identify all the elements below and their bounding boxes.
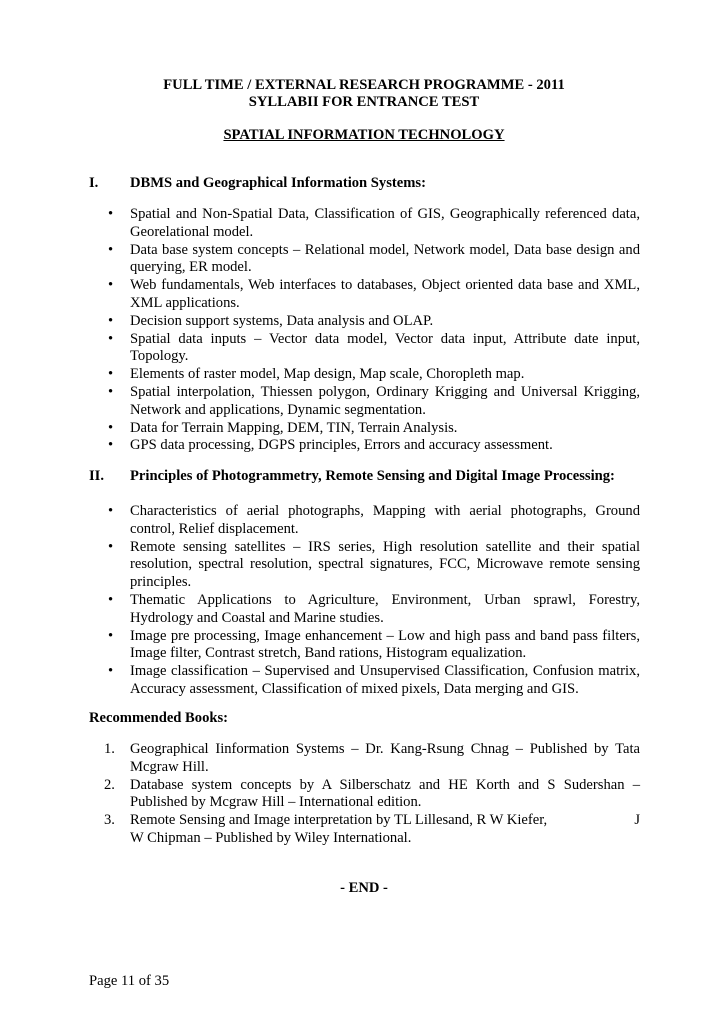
list-item: • Image pre processing, Image enhancement – Low and high pass and band pass filters, Image filter, Contrast stretch, Band rations, Histogram equalization. [108,627,640,662]
list-item: • Spatial and Non-Spatial Data, Classification of GIS, Geographically referenced data, Georelational model. [108,206,640,240]
list-item [0,777,728,813]
book-text: Geographical Iinformation Systems – Dr. Kang-Rsung Chnag – Published by Tata Mcgraw Hill. [130,741,640,775]
book-number: 1. [104,741,115,757]
bullet-icon: • [108,538,114,555]
book-text: Database system concepts by A Silberschatz and HE Korth and S Sudershan – Published by Mcgraw Hill – International edition. [130,776,640,811]
subject-title: SPATIAL INFORMATION TECHNOLOGY [223,127,505,143]
list-item: • Data for Terrain Mapping, DEM, TIN, Terrain Analysis. [108,419,458,436]
section-1-title: DBMS and Geographical Information Systems: [130,175,426,191]
book-number: 2. [104,776,115,793]
list-item: • Elements of raster model, Map design, Map scale, Choropleth map. [108,366,525,383]
list-item: • Image classification – Supervised and Unsupervised Classification, Confusion matrix, Accuracy assessment, Classification of mixed pixels, Data merging and GIS. [108,663,640,697]
book-text-line-2: W Chipman – Published by Wiley International. [130,829,412,846]
bullet-icon: • [108,206,114,222]
book-text-line-1-end: J [634,812,640,829]
list-item [0,741,728,777]
header-line-1: FULL TIME / EXTERNAL RESEARCH PROGRAMME - 2011 [163,77,565,93]
end-mark: - END - [340,880,388,896]
bullet-icon: • [108,419,114,436]
book-text-line-1: Remote Sensing and Image interpretation by TL Lillesand, R W Kiefer, [130,812,548,829]
list-item: • Thematic Applications to Agriculture, Environment, Urban sprawl, Forestry, Hydrology and Coastal and Marine studies. [108,591,640,626]
book-number: 3. [104,812,115,829]
list-item: • Data base system concepts – Relational model, Network model, Data base design and querying, ER model. [108,241,640,276]
section-2-title: Principles of Photogrammetry, Remote Sensing and Digital Image Processing: [130,468,615,484]
bullet-icon: • [108,241,114,258]
bullet-icon: • [108,366,114,383]
bullet-icon: • [108,591,114,608]
recommended-books-heading: Recommended Books: [89,710,229,726]
book-text [130,812,640,848]
bullet-icon: • [108,503,114,519]
bullet-icon: • [108,627,114,644]
list-item: • Web fundamentals, Web interfaces to databases, Object oriented data base and XML, XML applications. [108,277,640,311]
list-item: • GPS data processing, DGPS principles, Errors and accuracy assessment. [108,437,553,454]
bullet-icon: • [108,277,114,294]
bullet-icon: • [108,437,114,454]
header-line-2: SYLLABII FOR ENTRANCE TEST [248,94,480,110]
section-2-list [0,503,728,699]
section-1-number: I. [89,175,99,191]
page-footer: Page 11 of 35 [89,973,170,989]
list-item: • Remote sensing satellites – IRS series, High resolution satellite and their spatial resolution, spectral resolution, spectral signatures, FCC, Microwave remote sensing principles. [108,538,640,591]
bullet-icon: • [108,312,114,329]
bullet-icon: • [108,330,114,347]
bullet-icon: • [108,663,114,680]
list-item: • Spatial interpolation, Thiessen polygon, Ordinary Krigging and Universal Krigging, Network and applications, Dynamic segmentation. [108,383,640,418]
list-item: • Characteristics of aerial photographs, Mapping with aerial photographs, Ground control, Relief displacement. [108,503,640,537]
list-item: • Spatial data inputs – Vector data model, Vector data input, Attribute date input, Topology. [108,330,640,365]
bullet-icon: • [108,383,114,400]
section-1-list [0,206,728,455]
section-2-number: II. [89,468,105,484]
list-item [0,812,728,848]
list-item: • Decision support systems, Data analysis and OLAP. [108,312,434,329]
recommended-books-list [0,741,728,848]
